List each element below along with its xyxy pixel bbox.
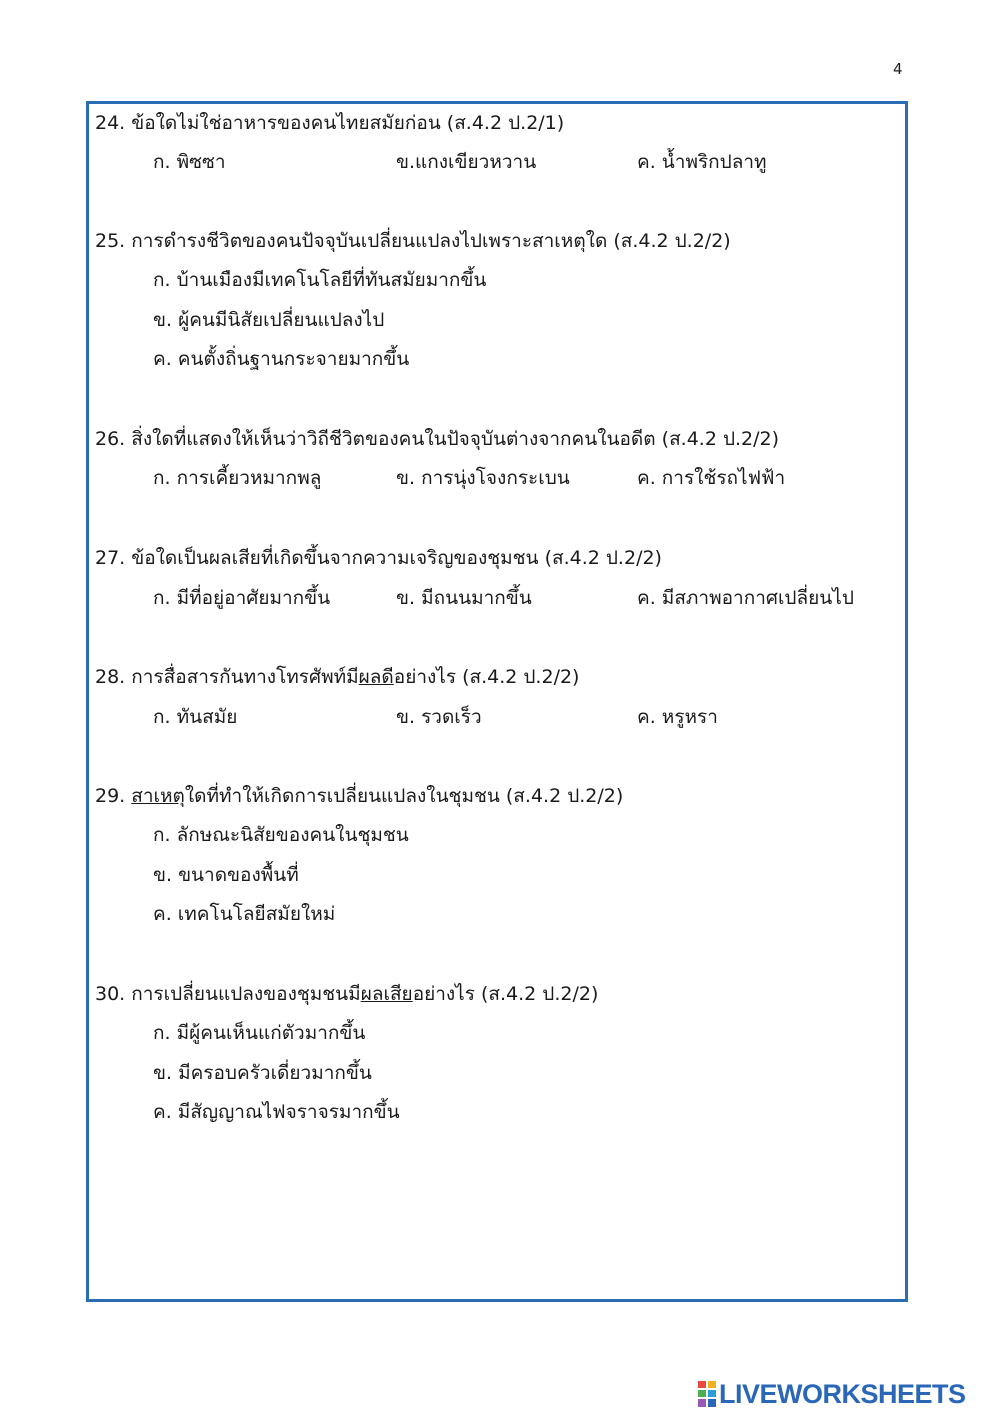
- q30-option-b[interactable]: ข. มีครอบครัวเดี่ยวมากขึ้น: [153, 1062, 372, 1084]
- q30-option-c[interactable]: ค. มีสัญญาณไฟจราจรมากขึ้น: [153, 1101, 400, 1123]
- q29-text-prefix: 29.: [95, 785, 132, 807]
- logo-block-6: [707, 1398, 717, 1408]
- liveworksheets-logo-icon: [697, 1380, 717, 1408]
- q28-text-suffix: อย่างไร (ส.4.2 ป.2/2): [393, 666, 580, 688]
- q27-option-a[interactable]: ก. มีที่อยู่อาศัยมากขึ้น: [153, 587, 331, 609]
- q29-option-a[interactable]: ก. ลักษณะนิสัยของคนในชุมชน: [153, 824, 409, 846]
- q25-option-c[interactable]: ค. คนตั้งถิ่นฐานกระจายมากขึ้น: [153, 348, 410, 370]
- q28-underlined-word: ผลดี: [358, 666, 394, 688]
- liveworksheets-logo[interactable]: [697, 1379, 966, 1409]
- q28-option-b[interactable]: ข. รวดเร็ว: [396, 706, 482, 728]
- q29-underlined-word: สาเหตุ: [131, 785, 185, 807]
- q26-option-c[interactable]: ค. การใช้รถไฟฟ้า: [637, 467, 786, 489]
- q30-option-a[interactable]: ก. มีผู้คนเห็นแก่ตัวมากขึ้น: [153, 1022, 366, 1044]
- question-25: 25. การดำรงชีวิตของคนปัจจุบันเปลี่ยนแปลงไปเพราะสาเหตุใด (ส.4.2 ป.2/2): [95, 230, 731, 252]
- logo-block-4: [707, 1389, 717, 1398]
- q30-text-prefix: 30. การเปลี่ยนแปลงของชุมชนมี: [95, 983, 361, 1005]
- logo-block-2: [707, 1380, 717, 1389]
- q24-option-a[interactable]: ก. พิซซา: [153, 151, 226, 173]
- q30-underlined-word: ผลเสีย: [360, 983, 413, 1005]
- q24-option-c[interactable]: ค. น้ำพริกปลาทู: [637, 151, 767, 173]
- q26-option-b[interactable]: ข. การนุ่งโจงกระเบน: [396, 467, 570, 489]
- q30-text-suffix: อย่างไร (ส.4.2 ป.2/2): [412, 983, 599, 1005]
- q26-option-a[interactable]: ก. การเคี้ยวหมากพลู: [153, 467, 322, 489]
- logo-block-5: [697, 1398, 707, 1408]
- logo-block-1: [697, 1380, 707, 1389]
- q27-option-b[interactable]: ข. มีถนนมากขึ้น: [396, 587, 532, 609]
- question-30: [95, 981, 598, 1007]
- q25-option-a[interactable]: ก. บ้านเมืองมีเทคโนโลยีที่ทันสมัยมากขึ้น: [153, 269, 487, 291]
- liveworksheets-logo-text: LIVEWORKSHEETS: [719, 1379, 966, 1409]
- q29-text-suffix: ใดที่ทำให้เกิดการเปลี่ยนแปลงในชุมชน (ส.4.2 ป.2/2): [184, 785, 624, 807]
- q27-option-c[interactable]: ค. มีสภาพอากาศเปลี่ยนไป: [637, 587, 854, 609]
- question-29: [95, 783, 623, 809]
- q24-option-b[interactable]: ข.แกงเขียวหวาน: [396, 151, 537, 173]
- q28-option-c[interactable]: ค. หรูหรา: [637, 706, 718, 728]
- question-24: 24. ข้อใดไม่ใช่อาหารของคนไทยสมัยก่อน (ส.4.2 ป.2/1): [95, 112, 565, 134]
- question-28: [95, 664, 579, 690]
- logo-block-3: [697, 1389, 707, 1398]
- q28-text-prefix: 28. การสื่อสารกันทางโทรศัพท์มี: [95, 666, 359, 688]
- q25-option-b[interactable]: ข. ผู้คนมีนิสัยเปลี่ยนแปลงไป: [153, 309, 385, 331]
- question-27: 27. ข้อใดเป็นผลเสียที่เกิดขึ้นจากความเจริญของชุมชน (ส.4.2 ป.2/2): [95, 547, 662, 569]
- q28-option-a[interactable]: ก. ทันสมัย: [153, 706, 238, 728]
- page-number: 4: [893, 60, 903, 78]
- q29-option-c[interactable]: ค. เทคโนโลยีสมัยใหม่: [153, 903, 336, 925]
- question-26: 26. สิ่งใดที่แสดงให้เห็นว่าวิถีชีวิตของคนในปัจจุบันต่างจากคนในอดีต (ส.4.2 ป.2/2): [95, 428, 780, 450]
- q29-option-b[interactable]: ข. ขนาดของพื้นที่: [153, 864, 299, 886]
